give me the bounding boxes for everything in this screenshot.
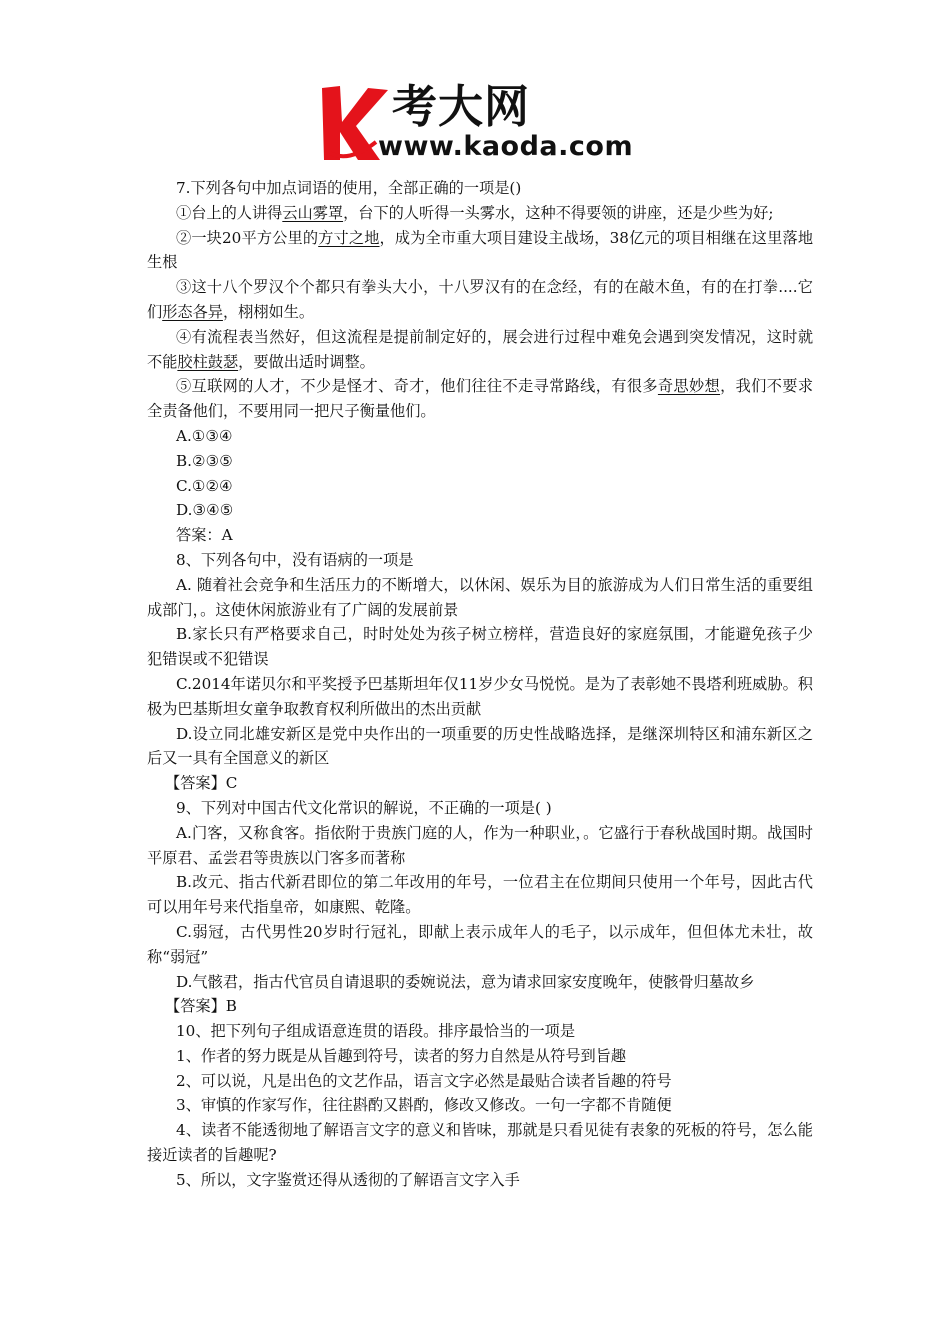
q7-s2-dotted-word: 方寸之地 (318, 228, 380, 247)
q8-stem: 8、下列各句中，没有语病的一项是 (176, 550, 414, 569)
q7-option-a: A.①③④ (176, 426, 233, 445)
q7-sentence-5 (147, 374, 813, 424)
q10-item-1: 1、作者的努力既是从旨趣到符号，读者的努力自然是从符号到旨趣 (176, 1046, 627, 1065)
q7-s1-text-end: ，台下的人听得一头雾水，这种不得要领的讲座，还是少些为好; (343, 203, 774, 222)
q8-option-b: B.家长只有严格要求自己，时时处处为孩子树立榜样，营造良好的家庭氛围，才能避免孩子少犯错误或不犯错误 (147, 625, 813, 669)
q10-stem: 10、把下列句子组成语意连贯的语段。排序最恰当的一项是 (176, 1022, 576, 1041)
logo-brand-text: 考大网 (392, 80, 531, 133)
q7-option-d: D.③④⑤ (176, 501, 234, 520)
q7-s4-text-end: ，要做出适时调整。 (238, 352, 375, 371)
q7-sentence-4 (147, 325, 813, 375)
q7-s4-dotted-word: 胶柱鼓瑟 (177, 352, 239, 371)
q7-sentence-3 (147, 275, 813, 325)
q8-option-d: D.设立同北雄安新区是党中央作出的一项重要的历史性战略选择，是继深圳特区和浦东新区之后又一具有全国意义的新区 (147, 724, 813, 768)
q7-s3-text-end: ，栩栩如生。 (222, 302, 315, 321)
q8-option-a: A. 随着社会竞争和生活压力的不断增大，以休闲、娱乐为目的旅游成为人们日常生活的重要组成部门，。这使休闲旅游业有了广阔的发展前景 (147, 575, 813, 619)
q10-item-4: 4、读者不能透彻地了解语言文字的意义和皆味，那就是只看见徒有表象的死板的符号，怎么能接近读者的旨趣呢? (147, 1121, 813, 1165)
q7-s5-text: ⑤互联网的人才，不少是怪才、奇才，他们往往不走寻常路线，有很多 (176, 377, 658, 396)
q8-answer: 【答案】C (165, 774, 238, 793)
q9-stem: 9、下列对中国古代文化常识的解说，不正确的一项是( ) (176, 798, 552, 817)
q7-s5-text-end: ，我们不要求全责备他们，不要用同一把尺子衡量他们。 (147, 377, 814, 421)
q10-item-5: 5、所以，文字鉴赏还得从透彻的了解语言文字入手 (176, 1170, 520, 1189)
q7-sentence-1 (147, 201, 813, 226)
q7-option-b: B.②③⑤ (176, 451, 233, 470)
q7-s5-dotted-word: 奇思妙想 (657, 377, 721, 396)
q7-s3-dotted-word: 形态各异 (162, 302, 223, 321)
q10-item-3: 3、审慎的作家写作，往往斟酌又斟酌，修改又修改。一句一字都不肯随便 (176, 1096, 672, 1115)
q9-answer: 【答案】B (165, 997, 237, 1016)
q7-s1-text: ①台上的人讲得 (176, 203, 283, 222)
q7-s2-text-end: ，成为全市重大项目建设主战场，38亿元的项目相继在这里落地生根 (147, 228, 814, 272)
kaoda-logo (318, 82, 638, 164)
q9-option-a: A.门客，又称食客。指依附于贵族门庭的人，作为一种职业，。它盛行于春秋战国时期。战国时平原君、孟尝君等贵族以门客多而著称 (147, 823, 813, 867)
q7-sentence-2 (147, 226, 813, 276)
q8-option-c: C.2014年诺贝尔和平奖授予巴基斯坦年仅11岁少女马悦悦。是为了表彰她不畏塔利班威胁。积极为巴基斯坦女童争取教育权利所做出的杰出贡献 (147, 674, 813, 718)
q7-s1-dotted-word: 云山雾罩 (282, 203, 344, 222)
q7-s4-text: ④有流程表当然好，但这流程是提前制定好的，展会进行过程中难免会遇到突发情况，这时就不能 (147, 327, 813, 371)
logo-url-text: www.kaoda.com (378, 131, 634, 162)
q9-option-b: B.改元、指古代新君即位的第二年改用的年号，一位君主在位期间只使用一个年号，因此古代可以用年号来代指皇帝，如康熙、乾隆。 (147, 873, 813, 917)
q7-option-c: C.①②④ (176, 476, 233, 495)
q7-s2-text: ②一块20平方公里的 (176, 228, 319, 247)
q10-item-2: 2、可以说，凡是出色的文艺作品，语言文字必然是最贴合读者旨趣的符号 (176, 1071, 672, 1090)
q7-stem: 7.下列各句中加点词语的使用，全部正确的一项是() (176, 179, 522, 197)
q7-answer: 答案：A (176, 526, 233, 545)
q9-option-c: C.弱冠，古代男性20岁时行冠礼，即献上表示成年人的毛子，以示成年，但但体尤未壮，故称“弱冠” (147, 922, 813, 966)
q7-s3-text: ③这十八个罗汉个个都只有拳头大小，十八罗汉有的在念经，有的在敲木鱼，有的在打拳....它们 (147, 278, 813, 321)
q9-option-d: D.气骸君，指古代官员自请退职的委婉说法，意为请求回家安度晚年，使骸骨归墓故乡 (176, 972, 755, 991)
question-content (147, 176, 813, 1193)
